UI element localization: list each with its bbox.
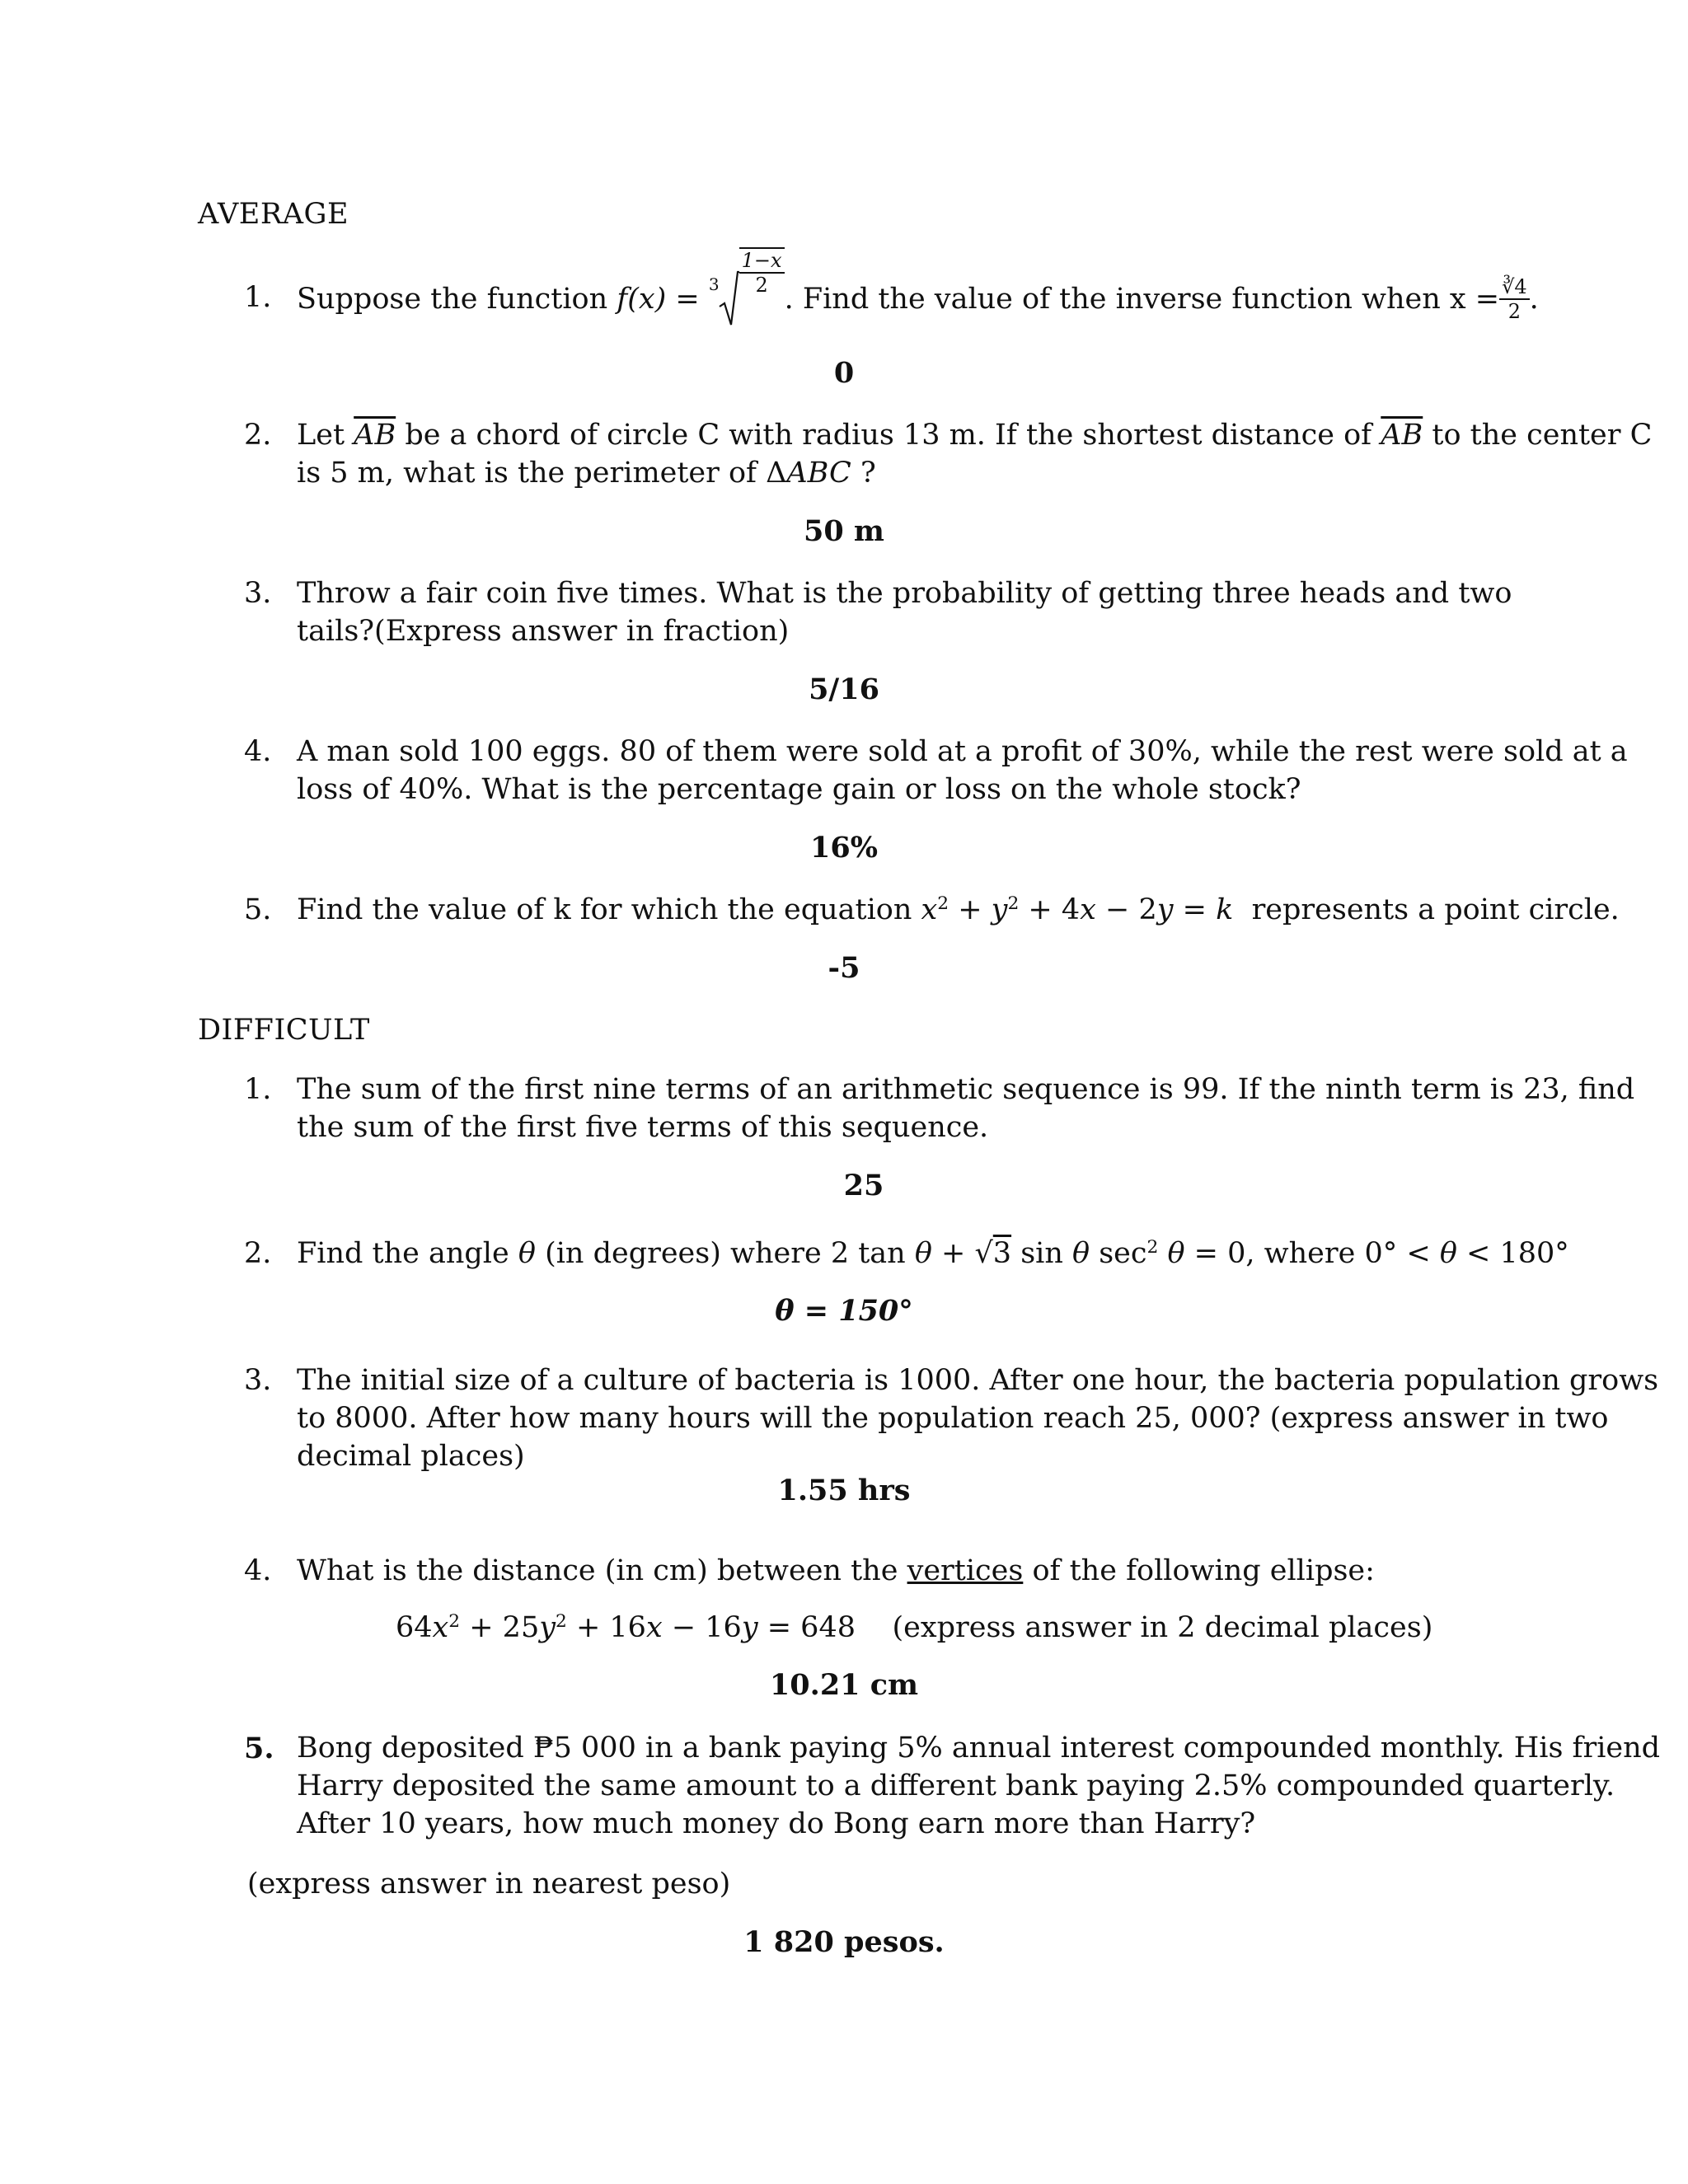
answer: 1 820 pesos. xyxy=(743,1925,945,1959)
question-text-part: (in degrees) where xyxy=(545,1237,822,1270)
trig-equation: 2 tan θ + √3 sin θ $\sec^2 \theta = 0$ xyxy=(830,1237,1246,1270)
question-text-part: of the following ellipse: xyxy=(1032,1554,1375,1587)
ellipse-equation: $64x^2 + 25y^2 + 16x - 16y = 648$ xyxy=(396,1611,856,1644)
question-text-part: . Find the value of the inverse function when x = xyxy=(784,282,1500,316)
cube-root-expression xyxy=(708,249,785,328)
radical-sign-icon xyxy=(718,270,739,328)
question-line: loss of 40%. What is the percentage gain or loss on the whole stock? xyxy=(297,773,1301,806)
triangle-abc: ABC xyxy=(786,457,851,490)
question-line: Harry deposited the same amount to a different bank paying 2.5% compounded quarterly. xyxy=(297,1769,1615,1802)
question-number: 2. xyxy=(244,419,272,452)
question-text-part: , where xyxy=(1245,1237,1356,1270)
answer: 1.55 hrs xyxy=(777,1474,911,1507)
answer: θ = 150° xyxy=(775,1294,913,1328)
question-text-part: Find the value of k for which the equation xyxy=(297,893,912,926)
question-number: 5. xyxy=(244,1732,274,1765)
question-text-part: to the center C xyxy=(1432,419,1653,452)
radicand-denominator: 2 xyxy=(755,274,768,297)
question-number: 4. xyxy=(244,1554,272,1587)
question-text xyxy=(297,1235,1569,1273)
question-number: 1. xyxy=(244,1073,272,1106)
answer: 5/16 xyxy=(809,673,879,706)
answer: -5 xyxy=(828,951,860,985)
question-line: Throw a fair coin five times. What is the probability of getting three heads and two xyxy=(297,577,1512,610)
instruction-note: (express answer in nearest peso) xyxy=(247,1868,731,1900)
radicand-numerator: 1−x xyxy=(739,249,785,274)
question-number: 3. xyxy=(244,1364,272,1397)
question-text-part: Suppose the function xyxy=(297,282,608,316)
root-index: 3 xyxy=(708,274,720,294)
question-text-part: be a chord of circle C with radius 13 m. If the shortest distance of xyxy=(405,419,1372,452)
question-number: 4. xyxy=(244,735,272,768)
radicand-fraction xyxy=(739,247,785,297)
answer: 0 xyxy=(833,356,855,390)
question-line: to 8000. After how many hours will the population reach 25, 000? (express answer in two xyxy=(297,1402,1609,1435)
question-text-part: ? xyxy=(851,457,876,490)
question-number: 1. xyxy=(244,281,272,314)
question-text-part: . xyxy=(1529,282,1539,316)
question-line: tails?(Express answer in fraction) xyxy=(297,615,790,648)
question-line: The initial size of a culture of bacteria is 1000. After one hour, the bacteria population grows xyxy=(297,1364,1659,1397)
question-line: Bong deposited ₱5 000 in a bank paying 5% annual interest compounded monthly. His friend xyxy=(297,1732,1661,1765)
circle-equation: $x^2 + y^2 + 4x - 2y = k$ xyxy=(921,893,1234,926)
underlined-term: vertices xyxy=(907,1554,1024,1587)
question-text-part: is 5 m, what is the perimeter of Δ xyxy=(297,457,787,490)
question-number: 2. xyxy=(244,1237,272,1270)
question-text xyxy=(297,1552,1375,1591)
question-text-part: What is the distance (in cm) between the xyxy=(297,1554,898,1587)
theta-symbol: θ xyxy=(518,1237,536,1270)
x-numerator: ∛4 xyxy=(1499,275,1530,300)
question-text xyxy=(297,891,1620,930)
question-line: decimal places) xyxy=(297,1440,525,1473)
section-heading-difficult: DIFFICULT xyxy=(198,1014,370,1047)
segment-ab: $\overline{AB}$ xyxy=(354,419,396,452)
x-value-fraction xyxy=(1499,275,1530,323)
question-text xyxy=(297,454,876,493)
x-denominator: 2 xyxy=(1507,300,1521,323)
instruction-note: (express answer in 2 decimal places) xyxy=(892,1611,1433,1644)
question-number: 5. xyxy=(244,893,272,926)
question-line: The sum of the first nine terms of an arithmetic sequence is 99. If the ninth term is 23, find xyxy=(297,1073,1635,1106)
question-text-part: Find the angle xyxy=(297,1237,509,1270)
function-notation: f(x) = xyxy=(617,282,700,316)
question-text-part: Let xyxy=(297,419,345,452)
answer: 25 xyxy=(843,1169,884,1202)
section-heading-average: AVERAGE xyxy=(198,198,349,231)
question-text xyxy=(297,416,1652,455)
question-text xyxy=(297,249,1539,336)
question-line: After 10 years, how much money do Bong earn more than Harry? xyxy=(297,1807,1256,1840)
ellipse-equation-line xyxy=(396,1609,1432,1647)
answer: 10.21 cm xyxy=(769,1668,919,1702)
question-line: the sum of the first five terms of this sequence. xyxy=(297,1111,989,1144)
question-number: 3. xyxy=(244,577,272,610)
answer: 50 m xyxy=(804,514,884,548)
answer: 16% xyxy=(810,831,878,865)
segment-ab: $\overline{AB}$ xyxy=(1381,419,1423,452)
angle-range: 0° < θ < 180° xyxy=(1364,1237,1569,1270)
question-text-part: represents a point circle. xyxy=(1251,893,1620,926)
question-line: A man sold 100 eggs. 80 of them were sold at a profit of 30%, while the rest were sold at a xyxy=(297,735,1628,768)
